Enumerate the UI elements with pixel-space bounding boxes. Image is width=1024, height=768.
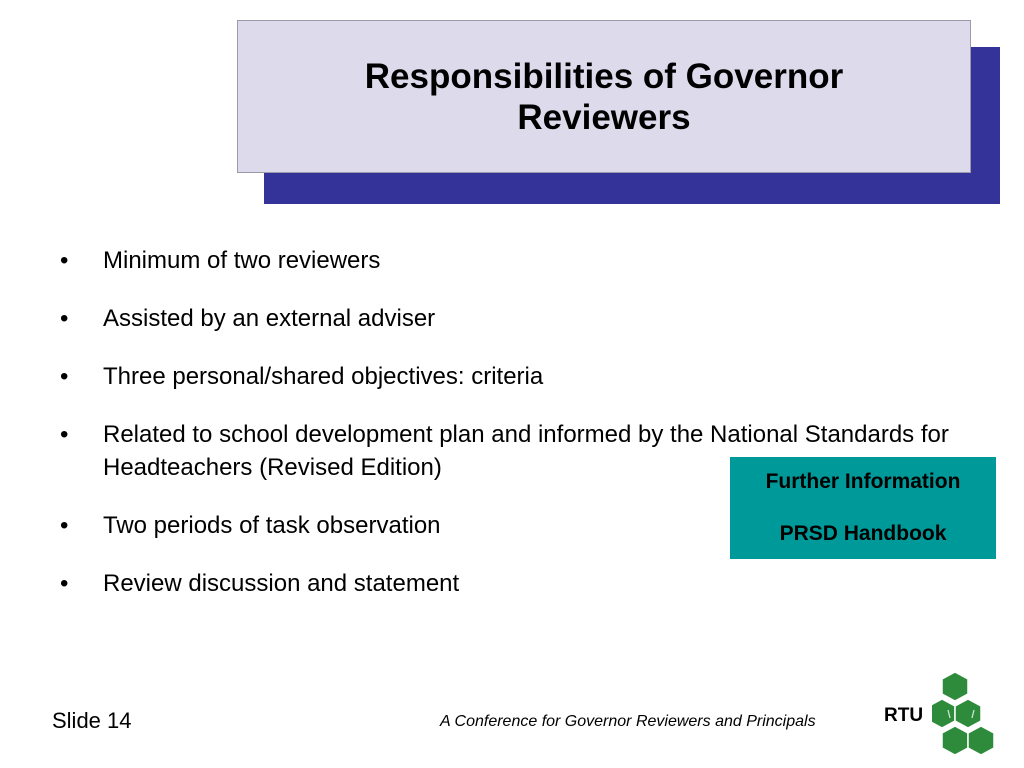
bullet-symbol: • (60, 512, 69, 539)
logo-text: RTU (884, 705, 924, 726)
further-info-box (730, 457, 996, 559)
bullet-text: Assisted by an external adviser (103, 305, 436, 332)
bullet-text: Two periods of task observation (103, 512, 441, 539)
list-item (58, 567, 958, 600)
title-box (237, 20, 971, 173)
list-item (58, 302, 958, 335)
bullet-text: Related to school development plan and informed by the National Standards for Headteachers (Revised Edition) (103, 421, 949, 481)
bullet-text: Review discussion and statement (103, 570, 460, 597)
conference-footer: A Conference for Governor Reviewers and Principals (440, 713, 816, 730)
bullet-symbol: • (60, 421, 69, 448)
bullet-symbol: • (60, 363, 69, 390)
rtu-logo-icon (882, 672, 1002, 758)
slide-title: Responsibilities of Governor Reviewers (364, 56, 844, 137)
bullet-list (58, 244, 958, 625)
bullet-text: Minimum of two reviewers (103, 247, 381, 274)
slide-number: Slide 14 (52, 708, 132, 733)
list-item (58, 360, 958, 393)
info-box-reference: PRSD Handbook (779, 522, 947, 545)
list-item (58, 244, 958, 277)
bullet-symbol: • (60, 570, 69, 597)
bullet-symbol: • (60, 247, 69, 274)
info-box-heading: Further Information (765, 470, 961, 493)
bullet-text: Three personal/shared objectives: criteria (103, 363, 544, 390)
bullet-symbol: • (60, 305, 69, 332)
